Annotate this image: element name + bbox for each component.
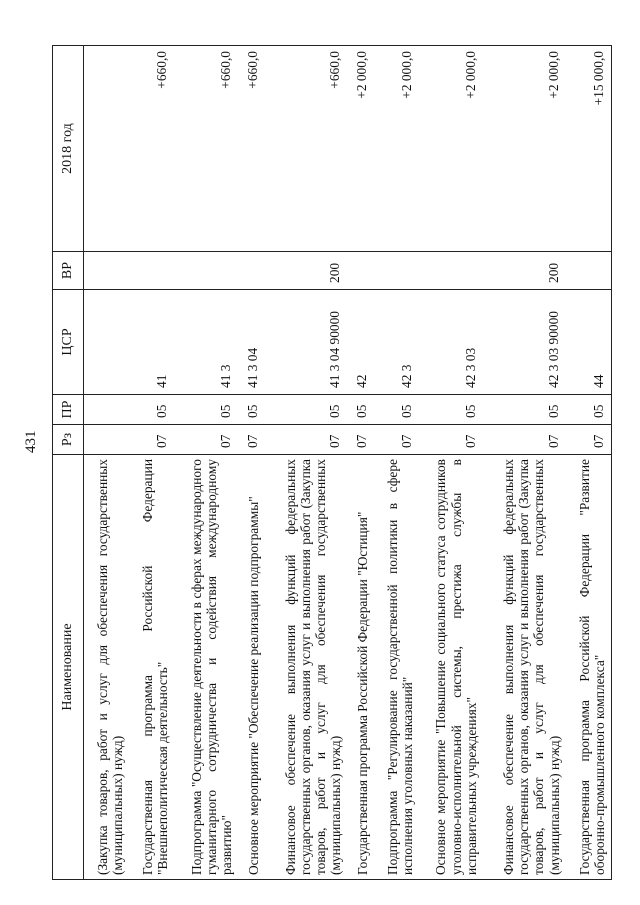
cell-rz: 07 xyxy=(174,425,238,455)
cell-vr xyxy=(84,252,130,290)
cell-value: +2 000,0 xyxy=(483,46,566,252)
cell-name: Финансовое обеспечение выполнения функций федеральных государственных органов, оказания услуг и выполнения работ (Закупка товаров, работ и услуг для обеспечения государственных (муниципальных) нужд) xyxy=(483,455,566,880)
cell-value: +660,0 xyxy=(265,46,348,252)
table-row xyxy=(374,46,419,880)
cell-rz xyxy=(84,425,130,455)
cell-rz: 07 xyxy=(347,425,373,455)
cell-name: Финансовое обеспечение выполнения функций федеральных государственных органов, оказания услуг и выполнения работ (Закупка товаров, работ и услуг для обеспечения государственных (муниципальных) нужд) xyxy=(265,455,348,880)
cell-pr: 05 xyxy=(566,395,612,425)
cell-csr: 41 3 04 xyxy=(238,290,264,395)
cell-rz: 07 xyxy=(566,425,612,455)
cell-value: +2 000,0 xyxy=(419,46,483,252)
table-row xyxy=(129,46,174,880)
cell-name: Государственная программа Российской Федерации "Развитие оборонно-промышленного комплекса" xyxy=(566,455,612,880)
table-row xyxy=(566,46,612,880)
table-row xyxy=(174,46,238,880)
cell-name: Государственная программа Российской Федерации "Внешнеполитическая деятельность" xyxy=(129,455,174,880)
cell-name: Подпрограмма "Регулирование государственной политики в сфере исполнения уголовных наказаний" xyxy=(374,455,419,880)
cell-rz: 07 xyxy=(374,425,419,455)
table-body xyxy=(84,46,612,880)
cell-value: +660,0 xyxy=(174,46,238,252)
cell-rz: 07 xyxy=(483,425,566,455)
cell-name: Государственная программа Российской Федерации "Юстиция" xyxy=(347,455,373,880)
cell-vr: 200 xyxy=(483,252,566,290)
page-number: 431 xyxy=(23,430,39,453)
cell-value xyxy=(84,46,130,252)
cell-csr: 42 3 03 90000 xyxy=(483,290,566,395)
cell-rz: 07 xyxy=(238,425,264,455)
cell-vr xyxy=(347,252,373,290)
table-row xyxy=(419,46,483,880)
cell-csr: 42 3 03 xyxy=(419,290,483,395)
cell-csr: 41 xyxy=(129,290,174,395)
cell-value: +2 000,0 xyxy=(347,46,373,252)
header-name: Наименование xyxy=(53,455,84,880)
cell-rz: 07 xyxy=(129,425,174,455)
cell-vr xyxy=(129,252,174,290)
cell-pr xyxy=(84,395,130,425)
cell-csr: 44 xyxy=(566,290,612,395)
table-row xyxy=(238,46,264,880)
header-rz: Рз xyxy=(53,425,84,455)
cell-pr: 05 xyxy=(265,395,348,425)
table-row xyxy=(483,46,566,880)
cell-rz: 07 xyxy=(265,425,348,455)
cell-csr: 42 3 xyxy=(374,290,419,395)
cell-pr: 05 xyxy=(483,395,566,425)
rotated-table-container xyxy=(52,45,612,880)
cell-pr: 05 xyxy=(374,395,419,425)
cell-name: Основное мероприятие "Обеспечение реализации подпрограммы" xyxy=(238,455,264,880)
cell-csr xyxy=(84,290,130,395)
cell-name: Основное мероприятие "Повышение социального статуса сотрудников уголовно-исполнительной системы, престижа службы в исправительных учреждениях" xyxy=(419,455,483,880)
cell-pr: 05 xyxy=(419,395,483,425)
cell-name: Подпрограмма "Осуществление деятельности в сферах международного гуманитарного сотрудничества и содействия международному развитию" xyxy=(174,455,238,880)
cell-vr xyxy=(374,252,419,290)
cell-vr xyxy=(566,252,612,290)
cell-rz: 07 xyxy=(419,425,483,455)
cell-vr: 200 xyxy=(265,252,348,290)
cell-csr: 42 xyxy=(347,290,373,395)
cell-value: +15 000,0 xyxy=(566,46,612,252)
cell-pr: 05 xyxy=(174,395,238,425)
table-row xyxy=(347,46,373,880)
cell-pr: 05 xyxy=(238,395,264,425)
cell-pr: 05 xyxy=(347,395,373,425)
cell-vr xyxy=(174,252,238,290)
cell-vr xyxy=(238,252,264,290)
budget-table xyxy=(52,45,612,880)
cell-value: +2 000,0 xyxy=(374,46,419,252)
header-vr: ВР xyxy=(53,252,84,290)
cell-name: (Закупка товаров, работ и услуг для обеспечения государственных (муниципальных) нужд) xyxy=(84,455,130,880)
header-year: 2018 год xyxy=(53,46,84,252)
cell-vr xyxy=(419,252,483,290)
table-header-row xyxy=(53,46,84,880)
header-pr: ПР xyxy=(53,395,84,425)
table-row xyxy=(265,46,348,880)
cell-csr: 41 3 xyxy=(174,290,238,395)
cell-csr: 41 3 04 90000 xyxy=(265,290,348,395)
header-csr: ЦСР xyxy=(53,290,84,395)
table-row xyxy=(84,46,130,880)
cell-value: +660,0 xyxy=(129,46,174,252)
cell-value: +660,0 xyxy=(238,46,264,252)
cell-pr: 05 xyxy=(129,395,174,425)
